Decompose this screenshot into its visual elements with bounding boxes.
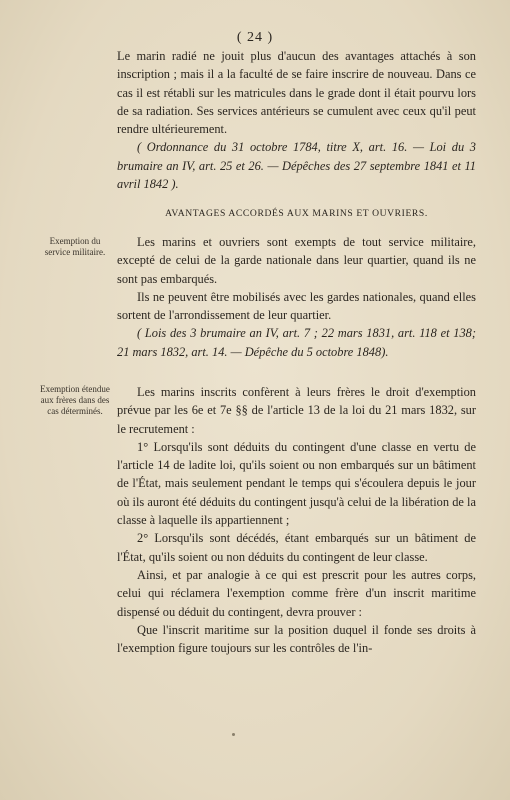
paragraph-droit-exemption: Les marins inscrits confèrent à leurs frères le droit d'exemption prévue par les 6e et 7e §§ de l'article 13 de la loi du 21 mars 1832, sur le recrutement : [117,385,476,436]
page-number: ( 24 ) [236,30,274,45]
paragraph-exemption-service: Les marins et ouvriers sont exempts de tout service militaire, excepté de celui de la garde nationale dans leur quartier, quand ils ne sont pas embarqués. [117,235,476,286]
paragraph-radiation: Le marin radié ne jouit plus d'aucun des avantages attachés à son inscription ; mais il a la faculté de se faire inscrire de nouveau. Dans ce cas il est rétabli sur les matricules dans le grade dont il était pourvu lors de sa radiation. Ses services antérieurs se cumulent avec ceux qu'il peut rendre ultérieurement. [117,49,476,137]
section-heading: AVANTAGES ACCORDÉS AUX MARINS ET OUVRIERS. [165,208,428,219]
text-block-radiation [117,47,476,193]
margin-note-exemption-freres: Exemption étendue aux frères dans des cas déterminés. [40,384,110,416]
citation-lois-brumaire: ( Lois des 3 brumaire an IV, art. 7 ; 22 mars 1831, art. 118 et 138; 21 mars 1832, art. 14. — Dépêche du 5 octobre 1848). [117,326,476,359]
text-block-exemption-freres [117,383,476,657]
citation-ordonnance-1784: ( Ordonnance du 31 octobre 1784, titre X, art. 16. — Loi du 3 brumaire an IV, art. 25 et 26. — Dépêches des 27 septembre 1841 et 11 avril 1842 ). [117,140,476,192]
paragraph-preuve: Que l'inscrit maritime sur la position duquel il fonde ses droits à l'exemption figure toujours sur les contrôles de l'in- [117,622,476,656]
text-block-exemption-service [117,233,476,361]
paragraph-mobilisation: Ils ne peuvent être mobilisés avec les gardes nationales, quand elles sortent de l'arrondissement de leur quartier. [117,289,476,323]
paragraph-analogie: Ainsi, et par analogie à ce qui est prescrit pour les autres corps, celui qui réclamera l'exemption comme frère d'un inscrit maritime dispensé ou déduit du contingent, devra prouver : [117,567,476,619]
margin-note-exemption-service: Exemption du service militaire. [44,236,106,257]
paper-speck [232,733,235,736]
paragraph-condition-2: 2° Lorsqu'ils sont décédés, étant embarqués sur un bâtiment de l'État, qu'ils soient ou non déduits du contingent de leur classe. [117,531,476,564]
paragraph-condition-1: 1° Lorsqu'ils sont déduits du contingent d'une classe en vertu de l'article 14 de ladite loi, qu'ils soient ou non embarqués sur un bâtiment de l'État, mais seulement pendant le temps qui s'écoulera depuis le jour où ils auront été déduits du contingent jusqu'à celui de la libération de la classe à laquelle ils appartiennent ; [117,439,476,528]
